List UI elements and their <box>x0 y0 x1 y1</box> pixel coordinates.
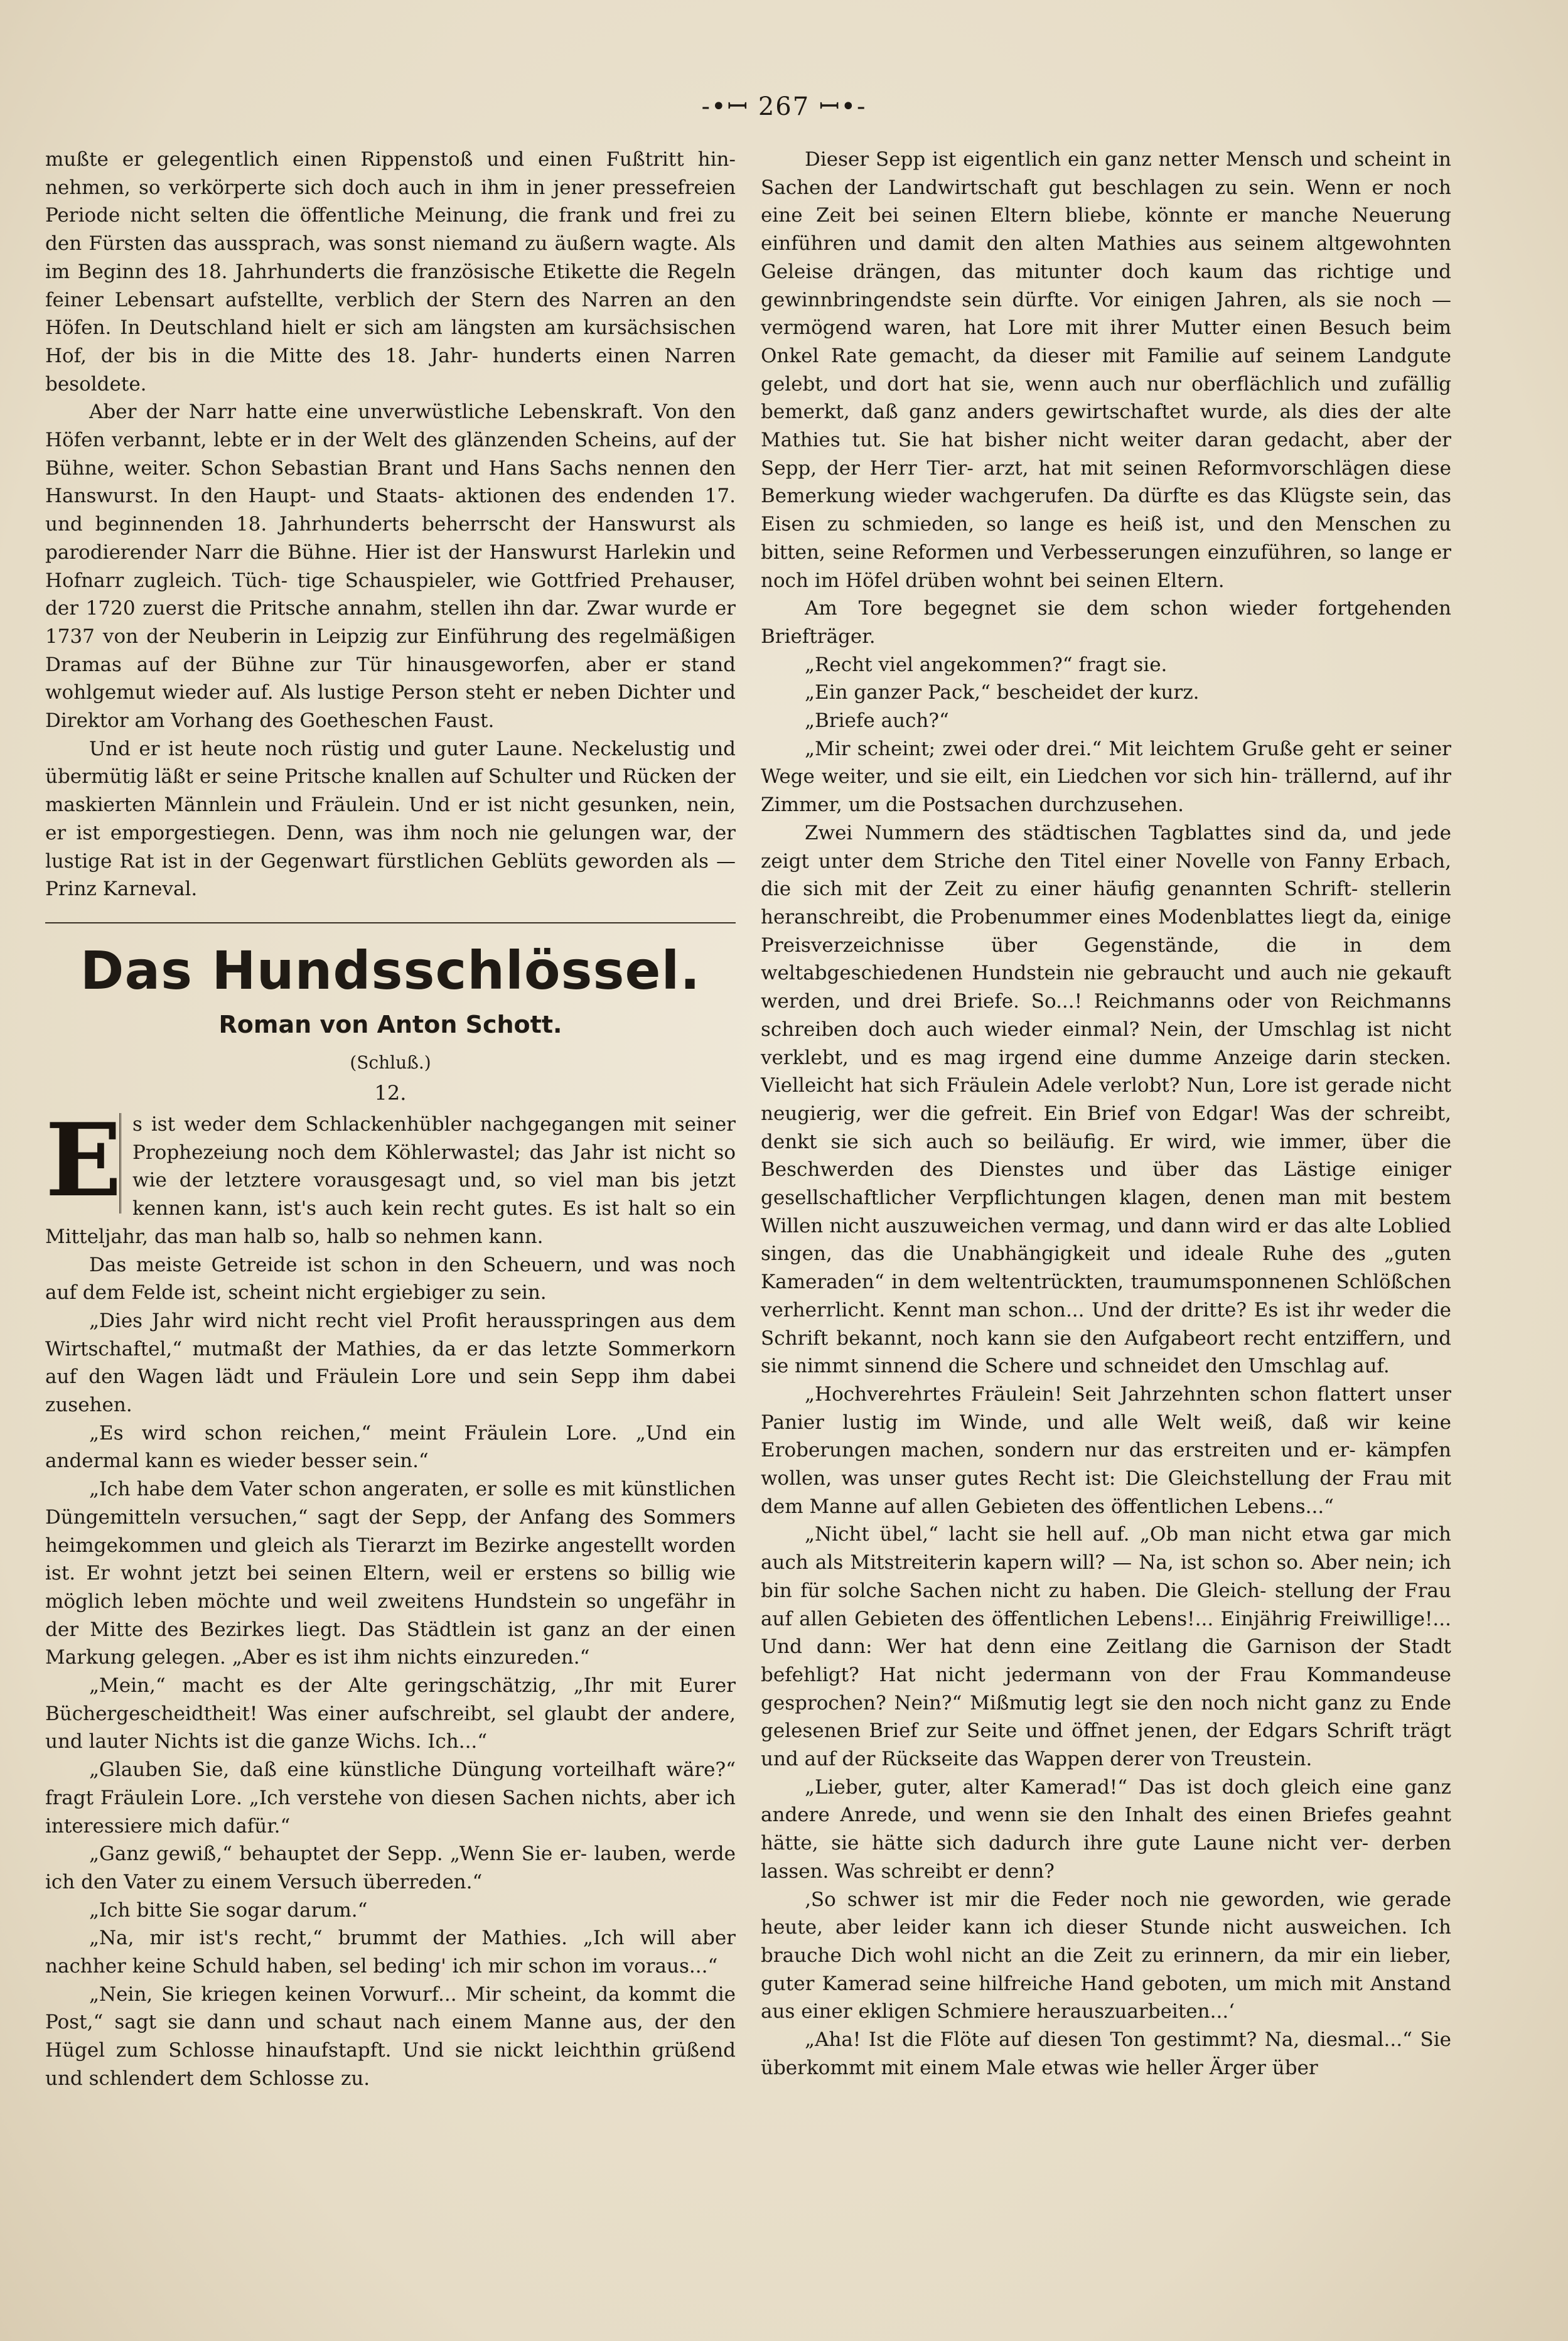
novel-paragraph: „Hochverehrtes Fräulein! Seit Jahrzehnten schon flattert unser Panier lustig im Winde, und alle Welt weiß, daß wir keine Eroberungen machen, sondern nur das erstreiten und er- kämpfen wollen, was unser gutes Recht ist: Die Gleichstellung der Frau mit dem Manne auf allen Gebieten des öffentlichen Lebens...“ <box>761 1382 1451 1518</box>
continuation-note: (Schluß.) <box>350 1052 431 1073</box>
novel-paragraph: „Dies Jahr wird nicht recht viel Profit herausspringen aus dem Wirtschaftel,“ mutmaßt der Mathies, da er das letzte Sommerkorn auf den Wagen lädt und Fräulein Lore und sein Sepp ihm dabei zusehen. <box>45 1309 736 1417</box>
novel-paragraph: „Recht viel angekommen?“ fragt sie. <box>805 653 1168 676</box>
novel-paragraph: „Mir scheint; zwei oder drei.“ Mit leichtem Gruße geht er seiner Wege weiter, und sie eilt, ein Liedchen vor sich hin- trällernd, auf ihr Zimmer, um die Postsachen durchzusehen. <box>761 737 1451 817</box>
novel-paragraph: „Ein ganzer Pack,“ bescheidet der kurz. <box>805 681 1200 704</box>
essay-paragraph: Und er ist heute noch rüstig und guter Laune. Neckelustig und übermütig läßt er seine Pritsche knallen auf Schulter und Rücken der maskierten Männlein und Fräulein. Und er ist nicht gesunken, nein, er ist emporgestiegen. Denn, was ihm noch nie gelungen war, der lustige Rat ist in der Gegenwart fürstlichen Geblüts geworden als — Prinz Karneval. <box>45 737 736 901</box>
section-divider <box>45 922 736 923</box>
essay-paragraph: Aber der Narr hatte eine unverwüstliche Lebenskraft. Von den Höfen verbannt, lebte er in der Welt des glänzenden Scheins, auf der Bühne, weiter. Schon Sebastian Brant und Hans Sachs nennen den Hanswurst. In den Haupt- und Staats- aktionen des endenden 17. und beginnenden 18. Jahrhunderts beherrscht der Hanswurst als parodierender Narr die Bühne. Hier ist der Hanswurst Harlekin und Hofnarr zugleich. Tüch- tige Schauspieler, wie Gottfried Prehauser, der 1720 zuerst die Pritsche annahm, stellen ihn dar. Zwar wurde er 1737 von der Neuberin in Leipzig zur Einführung des regelmäßigen Dramas auf der Bühne zur Tür hinausgeworfen, aber er stand wohlgemut wieder auf. Als lustige Person steht er neben Dichter und Direktor am Vorhang des Goetheschen Faust. <box>45 401 736 733</box>
novel-paragraph: „Ganz gewiß,“ behauptet der Sepp. „Wenn Sie er- lauben, werde ich den Vater zu einem Versuch überreden.“ <box>45 1843 736 1893</box>
novel-paragraph: „Nein, Sie kriegen keinen Vorwurf... Mir scheint, da kommt die Post,“ sagt sie dann und schaut nach einem Manne aus, der den Hügel zum Schlosse hinaufstapft. Und sie nickt leichthin grüßend und schlendert dem Schlosse zu. <box>45 1983 736 2090</box>
novel-paragraph: „Lieber, guter, alter Kamerad!“ Das ist doch gleich eine ganz andere Anrede, und wenn sie den Inhalt des einen Briefes geahnt hätte, sie hätte sich dadurch ihre gute Laune nicht ver- derben lassen. Was schreibt er denn? <box>761 1775 1451 1883</box>
novel-paragraph: Dieser Sepp ist eigentlich ein ganz netter Mensch und scheint in Sachen der Landwirtschaft gut beschlagen zu sein. Wenn er noch eine Zeit bei seinen Eltern bliebe, könnte er manche Neuerung einführen und damit den alten Mathies aus seinem altgewohnten Geleise drängen, das mitunter doch kaum das richtige und gewinnbringendste sein dürfte. Vor einigen Jahren, als sie noch — vermögend waren, hat Lore mit ihrer Mutter einen Besuch beim Onkel Rate gemacht, da dieser mit Familie auf seinem Landgute gelebt, und dort hat sie, wenn auch nur oberflächlich und zufällig bemerkt, daß ganz anders gewirtschaftet wurde, als dies der alte Mathies tut. Sie hat bisher nicht weiter daran gedacht, aber der Sepp, der Herr Tier- arzt, hat mit seinen Reformvorschlägen diese Bemerkung wieder wachgerufen. Da dürfte es das Klügste sein, das Eisen zu schmieden, so lange es heiß ist, und den Menschen zu bitten, seine Reformen und Verbesserungen einzuführen, so lange er noch im Höfel drüben wohnt bei seinen Eltern. <box>761 148 1451 592</box>
novel-paragraph: „Mein,“ macht es der Alte geringschätzig, „Ihr mit Eurer Büchergescheidtheit! Was einer aufschreibt, sel glaubt der andere, und lauter Nichts ist die ganze Wichs. Ich...“ <box>45 1674 736 1753</box>
novel-paragraph: s ist weder dem Schlackenhübler nachgegangen mit seiner Prophezeiung noch dem Köhlerwastel; das Jahr ist nicht so wie der letztere vorausgesagt und, so viel man bis jetzt kennen kann, ist's auch kein recht gutes. Es ist halt so ein Mitteljahr, das man halb so, halb so nehmen kann. <box>45 1112 736 1248</box>
opening-paragraph <box>45 1101 736 1251</box>
novel-paragraph: Am Tore begegnet sie dem schon wieder fortgehenden Briefträger. <box>761 597 1451 648</box>
novel-paragraph: „Es wird schon reichen,“ meint Fräulein Lore. „Und ein andermal kann es wieder besser sein.“ <box>45 1421 736 1473</box>
novel-paragraph: ‚So schwer ist mir die Feder noch nie geworden, wie gerade heute, aber leider kann ich dieser Stunde nicht ausweichen. Ich brauche Dich wohl nicht an die Zeit zu erinnern, da mir ein lieber, guter Kamerad seine hilfreiche Hand geboten, um mich mit Anstand aus einer ekligen Schmiere herauszuarbeiten...‘ <box>761 1888 1451 2023</box>
novel-paragraph: „Glauben Sie, daß eine künstliche Düngung vorteilhaft wäre?“ fragt Fräulein Lore. „Ich verstehe von diesen Sachen nichts, aber ich interessiere mich dafür.“ <box>45 1758 736 1838</box>
essay-paragraph: mußte er gelegentlich einen Rippenstoß und einen Fußtritt hin- nehmen, so verkörperte sich doch auch in ihm in jener pressefreien Periode nicht selten die öffentliche Meinung, die frank und frei zu den Fürsten das aussprach, was sonst niemand zu äußern wagte. Als im Beginn des 18. Jahrhunderts die französische Etikette die Regeln feiner Lebensart aufstellte, verblich der Stern des Narren an den Höfen. In Deutschland hielt er sich am längsten am kursächsischen Hof, der bis in die Mitte des 18. Jahr- hunderts einen Narren besoldete. <box>45 148 736 396</box>
novel-paragraph: „Ich habe dem Vater schon angeraten, er solle es mit künstlichen Düngemitteln versuchen,“ sagt der Sepp, der Anfang des Sommers heimgekommen und gleich als Tierarzt im Bezirke angestellt worden ist. Er wohnt jetzt bei seinen Eltern, weil er erstens so billig wie möglich leben möchte und weil zweitens Hundstein so ungefähr in der Mitte des Bezirkes liegt. Das Städtlein ist ganz an der einen Markung gelegen. „Aber es ist ihm nichts einzureden.“ <box>45 1478 736 1669</box>
novel-paragraph: „Nicht übel,“ lacht sie hell auf. „Ob man nicht etwa gar mich auch als Mitstreiterin kapern will? — Na, ist schon so. Aber nein; ich bin für solche Sachen nicht zu haben. Die Gleich- stellung der Frau auf allen Gebieten des öffentlichen Lebens!... Einjährig Freiwillige!... Und dann: Wer hat denn eine Zeitlang die Garnison der Stadt befehligt? Hat nicht jedermann von der Frau Kommandeuse gesprochen? Nein?“ Mißmutig legt sie den noch nicht ganz zu Ende gelesenen Brief zur Seite und öffnet jenen, der Edgars Schrift trägt und auf der Rückseite das Wappen derer von Treustein. <box>761 1523 1451 1771</box>
novel-paragraph: „Na, mir ist's recht,“ brummt der Mathies. „Ich will aber nachher keine Schuld haben, sel beding' ich mir schon im voraus...“ <box>45 1927 736 1978</box>
left-column <box>45 146 736 2093</box>
right-column <box>761 146 1451 2082</box>
novel-paragraph: „Ich bitte Sie sogar darum.“ <box>89 1898 368 1922</box>
novel-byline: Roman von Anton Schott. <box>218 1010 562 1038</box>
chapter-number: 12. <box>374 1080 407 1105</box>
drop-cap: E <box>45 1101 122 1219</box>
page-number: -•ꟷ 267 ꟷ•- <box>701 92 867 121</box>
novel-paragraph: „Aha! Ist die Flöte auf diesen Ton gestimmt? Na, diesmal...“ Sie überkommt mit einem Male etwas wie heller Ärger über <box>761 2028 1451 2079</box>
novel-title: Das Hundsschlössel. <box>80 939 701 1001</box>
novel-paragraph: Zwei Nummern des städtischen Tagblattes sind da, und jede zeigt unter dem Striche den Titel einer Novelle von Fanny Erbach, die sich mit der Zeit zu einer häufig genannten Schrift- stellerin heranschreibt, die Probenummer eines Modenblattes liegt da, einige Preisverzeichnisse über Gegenstände, die in dem weltabgeschiedenen Hundstein nie gebraucht und auch nie gekauft werden, und drei Briefe. So...! Reichmanns oder von Reichmanns schreiben doch auch wieder einmal? Nein, der Umschlag ist nicht verklebt, und es mag irgend eine dumme Anzeige darin stecken. Vielleicht hat sich Fräulein Adele verlobt? Nun, Lore ist gerade nicht neugierig, wer die gefreit. Ein Brief von Edgar! Was der schreibt, denkt sie sich auch so beiläufig. Er wird, wie immer, über die Beschwerden des Dienstes und über das Lästige einiger gesellschaftlicher Verpflichtungen klagen, denen man mit bestem Willen nicht auszuweichen vermag, und dann wird er das alte Loblied singen, das die Unabhängigkeit und ideale Ruhe des „guten Kameraden“ in dem weltentrückten, traumumsponnenen Schlößchen verherrlicht. Kennt man schon... Und der dritte? Es ist ihr weder die Schrift bekannt, noch kann sie den Aufgabeort recht entziffern, und sie nimmt sinnend die Schere und schneidet den Umschlag auf. <box>761 821 1451 1378</box>
novel-paragraph: „Briefe auch?“ <box>805 709 949 733</box>
novel-paragraph: Das meiste Getreide ist schon in den Scheuern, und was noch auf dem Felde ist, scheint nicht ergiebiger zu sein. <box>45 1253 736 1305</box>
